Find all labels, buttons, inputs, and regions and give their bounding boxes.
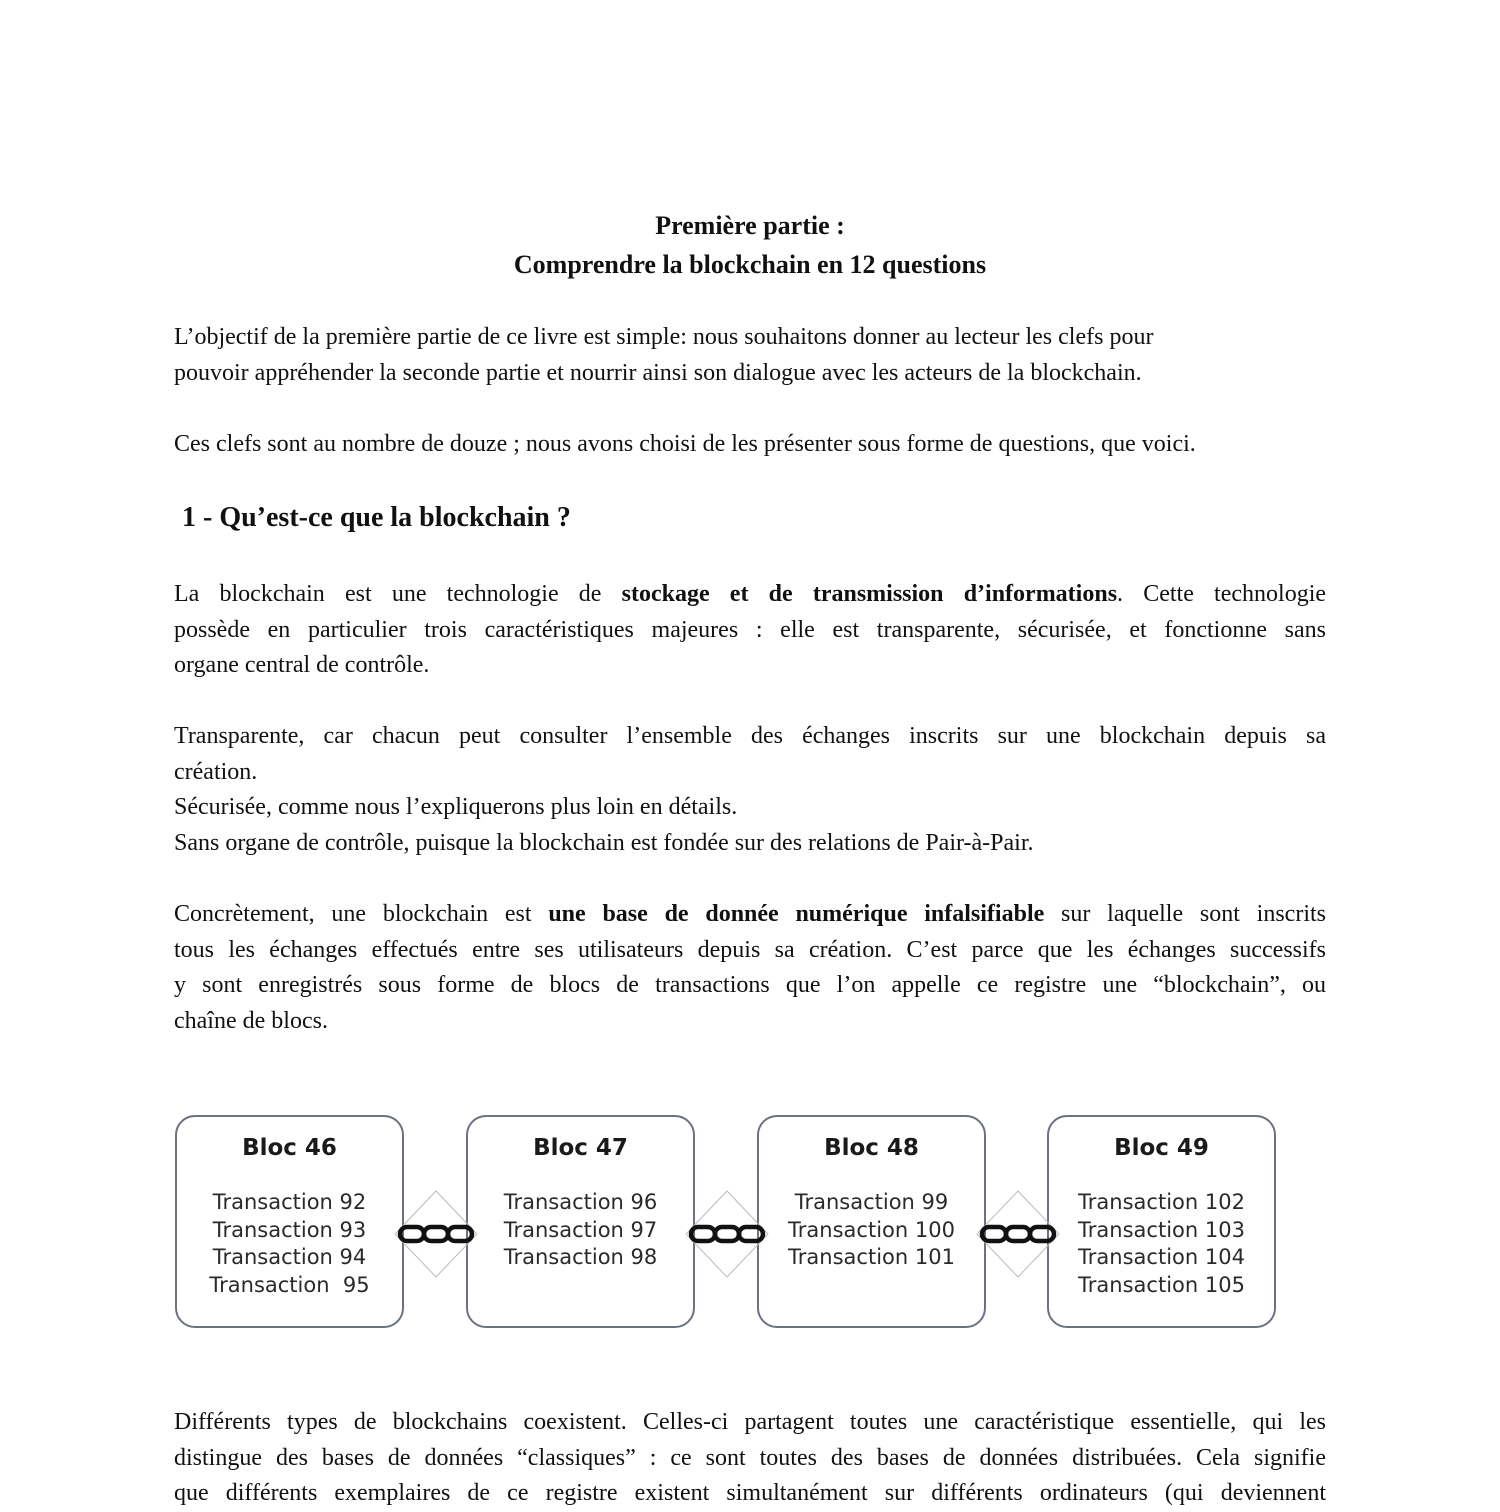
transaction-item: Transaction 102: [1078, 1190, 1245, 1214]
block-title: Bloc 47: [533, 1135, 628, 1161]
text-segment: création.: [174, 758, 258, 785]
transaction-item: Transaction 98: [503, 1245, 658, 1269]
part-subtitle: Comprendre la blockchain en 12 questions: [513, 250, 987, 279]
block-box: [757, 1115, 986, 1328]
text-segment: que différents exemplaires de ce registre existent simultanément sur différents ordinateurs (qui deviennent: [174, 1480, 1326, 1507]
paragraph-definition: [174, 577, 1326, 684]
transaction-item: Transaction 100: [788, 1217, 955, 1242]
text-segment: . Cette technologie: [1117, 581, 1326, 607]
block-box: [175, 1115, 404, 1328]
bold-text: une base de donnée numérique infalsifiable: [548, 901, 1045, 927]
text-line: [174, 427, 1326, 463]
text-line: [174, 719, 1326, 755]
text-segment: Ces clefs sont au nombre de douze ; nous avons choisi de les présenter sous forme de questions, que voici.: [174, 431, 1196, 457]
transaction-item: Transaction 92: [212, 1190, 367, 1214]
paragraph-concretely: [174, 897, 1326, 1040]
intro-paragraph-2: [174, 427, 1326, 463]
text-line: [174, 1004, 1326, 1040]
transaction-item: Transaction 94: [212, 1245, 367, 1269]
text-segment: Concrètement, une blockchain est: [174, 901, 549, 927]
text-line: [174, 790, 1326, 826]
paragraph-types: [174, 1405, 1326, 1512]
transaction-item: Transaction 95: [209, 1272, 370, 1297]
text-segment: Sécurisée, comme nous l’expliquerons plus loin en détails.: [174, 794, 738, 821]
transaction-item: Transaction 105: [1078, 1272, 1245, 1297]
transaction-item: Transaction 101: [788, 1245, 955, 1269]
transaction-item: Transaction 93: [212, 1217, 367, 1242]
text-segment: L’objectif de la première partie de ce livre est simple: nous souhaitons donner au lecteur les clefs pour: [174, 324, 1154, 350]
text-segment: sur laquelle sont inscrits: [1044, 901, 1326, 927]
block-box: [1047, 1115, 1276, 1328]
text-segment: possède en particulier trois caractéristiques majeures : elle est transparente, sécurisée, et fonctionne sans: [174, 616, 1326, 643]
block-title: Bloc 49: [1114, 1135, 1209, 1161]
text-line: [174, 826, 1326, 862]
block-title: Bloc 46: [242, 1135, 337, 1161]
text-segment: Différents types de blockchains coexistent. Celles-ci partagent toutes une caractéristique essentielle, qui les: [174, 1409, 1326, 1435]
transaction-item: Transaction 104: [1078, 1245, 1245, 1269]
text-line: [174, 1405, 1326, 1441]
text-line: [174, 577, 1326, 613]
block-title: Bloc 48: [824, 1135, 919, 1161]
text-line: [174, 356, 1326, 392]
text-segment: pouvoir appréhender la seconde partie et nourrir ainsi son dialogue avec les acteurs de la blockchain.: [174, 359, 1142, 386]
text-line: [174, 648, 1326, 684]
chain-link-icon: [976, 1190, 1060, 1278]
text-line: [174, 968, 1326, 1004]
text-segment: Sans organe de contrôle, puisque la blockchain est fondée sur des relations de Pair-à-Pair.: [174, 830, 1034, 857]
text-segment: Transparente, car chacun peut consulter l’ensemble des échanges inscrits sur une blockchain depuis sa: [174, 723, 1326, 749]
text-segment: y sont enregistrés sous forme de blocs de transactions que l’on appelle ce registre une “blockchain”, ou: [174, 972, 1326, 999]
intro-paragraph: [174, 320, 1326, 391]
transaction-item: Transaction 97: [503, 1217, 658, 1242]
text-line: [174, 933, 1326, 969]
section-heading: 1 - Qu’est-ce que la blockchain ?: [182, 502, 571, 533]
text-segment: tous les échanges effectués entre ses utilisateurs depuis sa création. C’est parce que les échanges successifs: [174, 936, 1326, 963]
text-segment: organe central de contrôle.: [174, 652, 430, 679]
text-line: [174, 613, 1326, 649]
text-segment: chaîne de blocs.: [174, 1008, 328, 1035]
text-line: [174, 1476, 1326, 1512]
paragraph-characteristics: [174, 719, 1326, 862]
chain-link-icon: [394, 1190, 478, 1278]
transaction-item: Transaction 99: [794, 1190, 949, 1214]
transaction-item: Transaction 96: [503, 1190, 658, 1214]
block-box: [466, 1115, 695, 1328]
transaction-item: Transaction 103: [1078, 1217, 1245, 1242]
bold-text: stockage et de transmission d’informations: [621, 581, 1118, 607]
part-title: Première partie :: [655, 211, 845, 240]
text-line: [174, 1441, 1326, 1477]
text-line: [174, 897, 1326, 933]
text-segment: distingue des bases de données “classiques” : ce sont toutes des bases de données distribuées. Cela signifie: [174, 1444, 1326, 1471]
text-line: [174, 320, 1326, 356]
text-segment: La blockchain est une technologie de: [174, 581, 622, 607]
text-line: [174, 755, 1326, 791]
chain-link-icon: [685, 1190, 769, 1278]
